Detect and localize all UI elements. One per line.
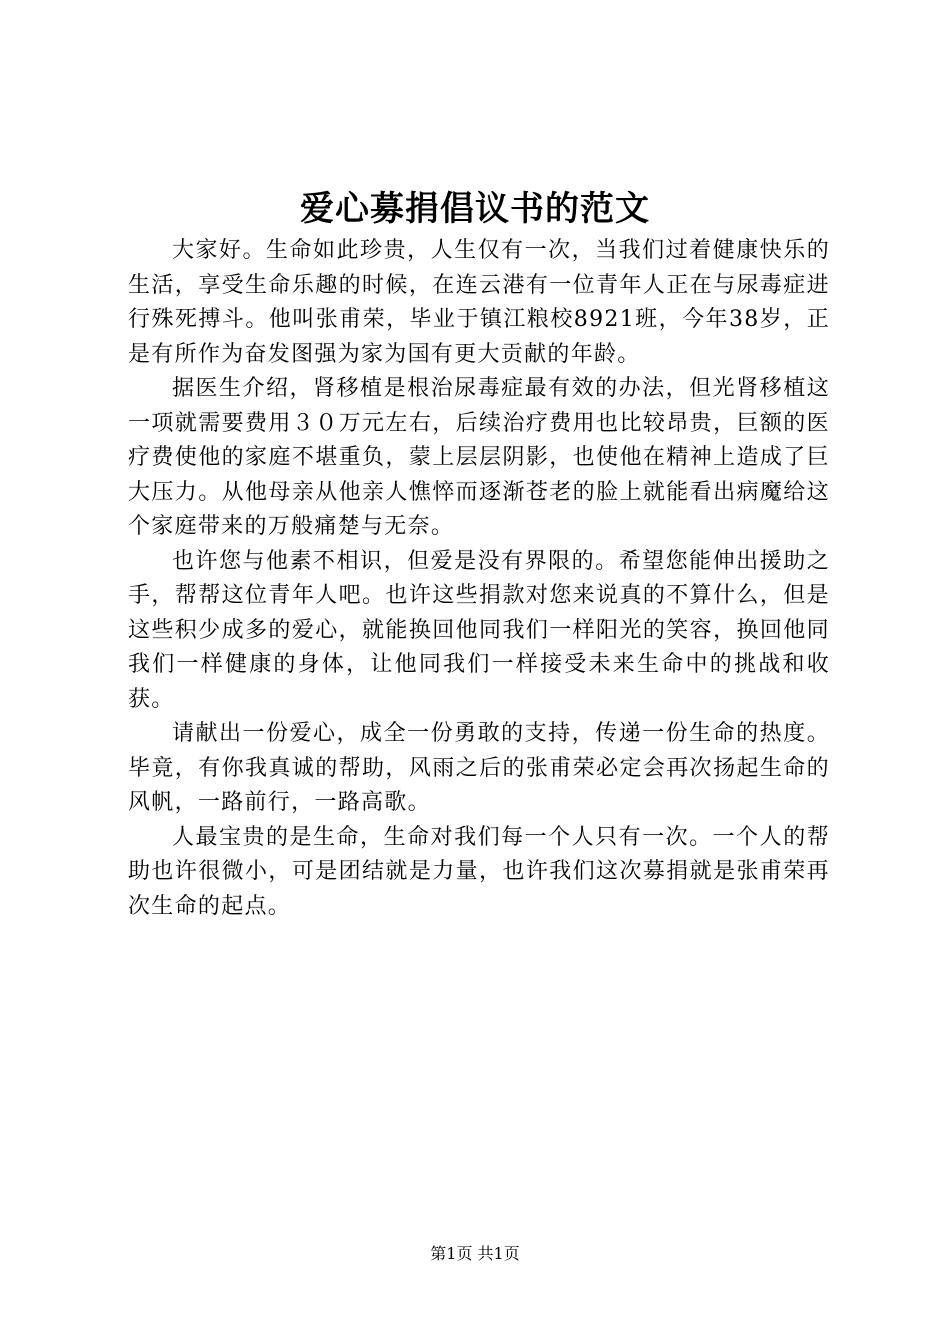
paragraph-4: 请献出一份爱心，成全一份勇敢的支持，传递一份生命的热度。毕竟，有你我真诚的帮助，风雨之后的张甫荣必定会再次扬起生命的风帆，一路前行，一路高歌。: [128, 721, 830, 815]
paragraph-3: 也许您与他素不相识，但爱是没有界限的。希望您能伸出援助之手，帮帮这位青年人吧。也许这些捐款对您来说真的不算什么，但是这些积少成多的爱心，就能换回他同我们一样阳光的笑容，换回他同我们一样健康的身体，让他同我们一样接受未来生命中的挑战和收获。: [128, 548, 830, 712]
page-number-footer: 第1页 共1页: [430, 1244, 520, 1263]
paragraph-5: 人最宝贵的是生命，生命对我们每一个人只有一次。一个人的帮助也许很微小，可是团结就是力量，也许我们这次募捐就是张甫荣再次生命的起点。: [128, 824, 830, 919]
document-body: [128, 234, 830, 924]
document-title: 爱心募捐倡议书的范文: [300, 189, 650, 229]
paragraph-1: 大家好。生命如此珍贵，人生仅有一次，当我们过着健康快乐的生活，享受生命乐趣的时候，在连云港有一位青年人正在与尿毒症进行殊死搏斗。他叫张甫荣，毕业于镇江粮校8921班，今年38岁，正是有所作为奋发图强为家为国有更大贡献的年龄。: [128, 238, 830, 367]
paragraph-2: 据医生介绍，肾移植是根治尿毒症最有效的办法，但光肾移植这一项就需要费用３０万元左右，后续治疗费用也比较昂贵，巨额的医疗费使他的家庭不堪重负，蒙上层层阴影，也使他在精神上造成了巨大压力。从他母亲从他亲人憔悴而逐渐苍老的脸上就能看出病魔给这个家庭带来的万般痛楚与无奈。: [128, 376, 830, 539]
